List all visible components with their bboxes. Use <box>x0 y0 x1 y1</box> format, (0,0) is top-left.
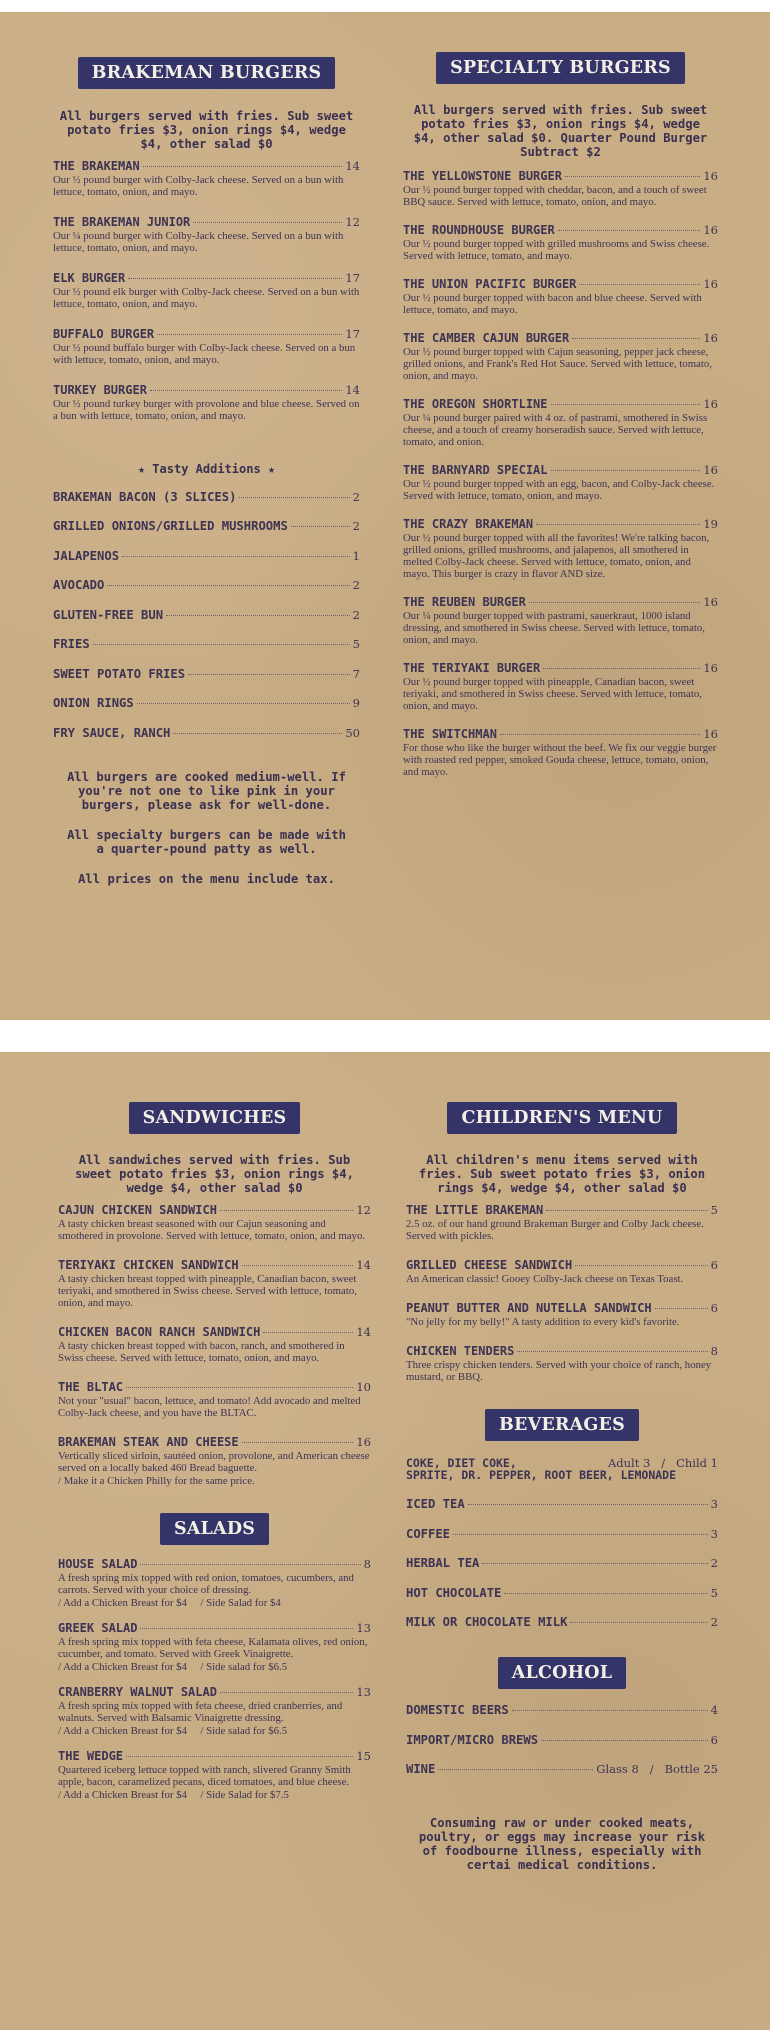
item-name: BRAKEMAN STEAK AND CHEESE <box>58 1435 239 1449</box>
section-note: All children's menu items served with fries. Sub sweet potato fries $3, onion rings $4, wedge $4, other salad $0 <box>418 1153 706 1195</box>
item-name: HERBAL TEA <box>406 1556 480 1570</box>
item-description: Our ½ pound burger topped with cheddar, bacon, and a touch of sweet BBQ sauce. Served with lettuce, tomato, onion, and mayo. <box>403 184 707 208</box>
soda-names-line-2: SPRITE, DR. PEPPER, ROOT BEER, LEMONADE <box>406 1468 677 1482</box>
menu-item <box>406 1203 718 1242</box>
item-name: AVOCADO <box>53 578 105 592</box>
menu-item <box>53 327 360 366</box>
item-price: 2 <box>352 607 360 622</box>
item-name: BRAKEMAN BACON (3 SLICES) <box>53 489 237 504</box>
item-name: ICED TEA <box>406 1497 465 1511</box>
item-name: BUFFALO BURGER <box>53 327 155 341</box>
item-name: CHICKEN BACON RANCH SANDWICH <box>58 1325 261 1339</box>
addition-item <box>53 490 360 504</box>
beverage-item <box>406 1586 718 1600</box>
item-price: 7 <box>352 666 360 681</box>
beverage-item <box>406 1527 718 1541</box>
item-extra: / Add a Chicken Breast for $4 / Side Salad for $4 <box>58 1597 281 1609</box>
item-description: Our ½ pound burger topped with pineapple, Canadian bacon, sweet teriyaki, and smothered in Swiss cheese. Served with lettuce, tomato, onion, and mayo. <box>403 676 702 712</box>
section-note: All burgers served with fries. Sub sweet potato fries $3, onion rings $4, wedge $4, other salad $0 <box>59 109 354 151</box>
item-price: 6 <box>710 1301 718 1315</box>
item-price: 16 <box>703 169 718 183</box>
item-extra: / Add a Chicken Breast for $4 / Side Salad for $7.5 <box>58 1789 289 1801</box>
item-name: THE OREGON SHORTLINE <box>403 397 548 411</box>
alcohol-item <box>406 1733 718 1747</box>
additions-list <box>53 490 360 740</box>
item-price: 5 <box>352 637 360 651</box>
item-name: THE BARNYARD SPECIAL <box>403 463 548 477</box>
item-name: WINE <box>406 1762 436 1776</box>
item-price: 12 <box>345 215 360 229</box>
section-title-sandwiches: SANDWICHES <box>129 1102 301 1134</box>
menu-item <box>58 1557 371 1609</box>
item-description: Our ¼ pound burger topped with pastrami, sauerkraut, 1000 island dressing, and smothered in Swiss cheese. Served with lettuce, tomato, onion, and mayo. <box>403 610 705 646</box>
item-name: ELK BURGER <box>53 271 126 285</box>
item-name: THE BLTAC <box>58 1380 124 1394</box>
menu-item <box>403 331 718 382</box>
item-description: Three crispy chicken tenders. Served with your choice of ranch, honey mustard, or BBQ. <box>406 1359 712 1383</box>
item-name: THE REUBEN BURGER <box>403 595 526 609</box>
item-name: THE CAMBER CAJUN BURGER <box>403 331 570 345</box>
beverages-list <box>406 1497 718 1629</box>
section-title-childrens-menu: CHILDREN'S MENU <box>447 1102 676 1134</box>
children-beverages-section <box>406 1102 718 1872</box>
menu-page-1 <box>0 12 770 1020</box>
item-price: 17 <box>345 327 360 341</box>
brakeman-burgers-section <box>53 57 360 886</box>
menu-item <box>403 727 718 778</box>
item-name: GRILLED CHEESE SANDWICH <box>406 1258 573 1272</box>
item-extra: / Add a Chicken Breast for $4 / Side salad for $6.5 <box>58 1725 288 1737</box>
item-name: THE BRAKEMAN <box>53 159 140 173</box>
addition-item <box>53 608 360 622</box>
item-price: 2 <box>352 578 360 592</box>
item-price: 14 <box>345 383 360 397</box>
section-title-beverages: BEVERAGES <box>485 1409 639 1441</box>
item-description: Vertically sliced sirloin, sautéed onion, provolone, and American cheese served on a locally baked 460 Bread baguette. <box>58 1450 370 1474</box>
item-name: CRANBERRY WALNUT SALAD <box>58 1685 217 1699</box>
menu-item <box>58 1380 371 1419</box>
item-name: FRIES <box>53 637 90 651</box>
item-description: "No jelly for my belly!" A tasty addition to every kid's favorite. <box>406 1316 680 1328</box>
item-price: 2 <box>710 1556 718 1570</box>
item-price: 10 <box>356 1380 371 1394</box>
menu-item <box>403 277 718 316</box>
addition-item <box>53 519 360 533</box>
section-note: All sandwiches served with fries. Sub sweet potato fries $3, onion rings $4, wedge $4, other salad $0 <box>75 1153 354 1195</box>
item-description: Our ½ pound burger topped with all the favorites! We're talking bacon, grilled onions, grilled mushrooms, and jalapenos, all smothered in melted Colby-Jack cheese. Served with lettuce, tomato, onion, and mayo. This burger is crazy in flavor AND size. <box>403 532 710 580</box>
menu-item <box>58 1621 371 1673</box>
item-extra: / Make it a Chicken Philly for the same price. <box>58 1475 255 1487</box>
item-description: Our ½ pound burger topped with bacon and blue cheese. Served with lettuce, tomato, and mayo. <box>403 292 702 316</box>
item-name: THE UNION PACIFIC BURGER <box>403 277 577 291</box>
item-price: 16 <box>703 595 718 609</box>
item-price: 16 <box>703 463 718 477</box>
item-price: 19 <box>703 517 718 531</box>
item-price: 8 <box>363 1557 371 1571</box>
beverage-item <box>406 1615 718 1629</box>
item-description: Quartered iceberg lettuce topped with ranch, slivered Granny Smith apple, bacon, caramelized pecans, diced tomatoes, and blue cheese. <box>58 1764 351 1788</box>
item-description: 2.5 oz. of our hand ground Brakeman Burger and Colby Jack cheese. Served with pickles. <box>406 1218 704 1242</box>
item-name: THE LITTLE BRAKEMAN <box>406 1203 544 1217</box>
item-name: JALAPENOS <box>53 548 120 563</box>
item-description: Our ¼ pound burger with Colby-Jack cheese. Served on a bun with lettuce, tomato, onion, and mayo. <box>53 230 344 254</box>
addition-item <box>53 549 360 563</box>
menu-item <box>403 463 718 502</box>
item-name: MILK OR CHOCOLATE MILK <box>406 1615 568 1629</box>
item-description: Our ½ pound burger topped with Cajun seasoning, pepper jack cheese, grilled onions, and Frank's Red Hot Sauce. Served with lettuce, tomato, onion, and mayo. <box>403 346 712 382</box>
menu-page-2 <box>0 1052 770 2030</box>
item-price: 14 <box>356 1325 371 1339</box>
item-price: 50 <box>345 725 360 740</box>
addition-item <box>53 637 360 651</box>
addition-item <box>53 726 360 740</box>
item-price: Glass 8 / Bottle 25 <box>596 1762 718 1776</box>
item-description: Not your "usual" bacon, lettuce, and tomato! Add avocado and melted Colby-Jack cheese, and you have the BLTAC. <box>58 1395 361 1419</box>
food-safety-warning: Consuming raw or under cooked meats, poultry, or eggs may increase your risk of foodbourne illness, especially with certai medical conditions. <box>418 1816 706 1872</box>
item-name: CAJUN CHICKEN SANDWICH <box>58 1203 217 1217</box>
menu-item <box>58 1258 371 1309</box>
alcohol-list <box>406 1703 718 1776</box>
tax-note: All prices on the menu include tax. <box>78 871 335 886</box>
item-price: 14 <box>356 1258 371 1272</box>
item-price: 2 <box>352 489 360 504</box>
item-price: 13 <box>356 1685 371 1699</box>
item-price: 3 <box>710 1526 718 1541</box>
addition-item <box>53 696 360 710</box>
item-price: 15 <box>356 1749 371 1763</box>
item-description: For those who like the burger without the beef. We fix our veggie burger with roasted red pepper, smoked Gouda cheese, lettuce, tomato, onion, and mayo. <box>403 742 717 778</box>
item-price: 13 <box>356 1621 371 1635</box>
item-name: THE TERIYAKI BURGER <box>403 661 541 675</box>
item-price: 14 <box>345 159 360 173</box>
item-name: ONION RINGS <box>53 696 134 710</box>
item-price: 2 <box>710 1615 718 1629</box>
item-name: THE BRAKEMAN JUNIOR <box>53 215 191 229</box>
item-name: HOT CHOCOLATE <box>406 1585 502 1600</box>
item-name: HOUSE SALAD <box>58 1557 138 1571</box>
tasty-additions-heading: ★ Tasty Additions ★ <box>137 462 276 476</box>
quarter-pound-note: All specialty burgers can be made with a quarter-pound patty as well. <box>67 827 346 856</box>
alcohol-item <box>406 1762 718 1776</box>
item-price: 12 <box>356 1203 371 1217</box>
item-name: THE CRAZY BRAKEMAN <box>403 517 534 531</box>
item-name: COFFEE <box>406 1526 451 1541</box>
item-name: TURKEY BURGER <box>53 383 147 397</box>
section-note: All burgers served with fries. Sub sweet potato fries $3, onion rings $4, wedge $4, other salad $0. Quarter Pound Burger Subtract $2 <box>413 103 708 159</box>
item-description: A fresh spring mix topped with feta cheese, Kalamata olives, red onion, cucumber, and tomato. Served with Greek Vinaigrette. <box>58 1636 368 1660</box>
item-price: 9 <box>352 696 360 710</box>
beverage-item <box>406 1556 718 1570</box>
item-name: THE WEDGE <box>58 1749 124 1763</box>
item-description: Our ½ pound turkey burger with provolone and blue cheese. Served on a bun with lettuce, tomato, onion, and mayo. <box>53 398 360 422</box>
item-description: A tasty chicken breast topped with pineapple, Canadian bacon, sweet teriyaki, and smothered in Swiss cheese. Served with lettuce, tomato, onion, and mayo. <box>58 1273 357 1309</box>
soda-item <box>406 1457 718 1481</box>
item-description: An American classic! Gooey Colby-Jack cheese on Texas Toast. <box>406 1273 684 1285</box>
item-description: Our ½ pound burger topped with an egg, bacon, and Colby-Jack cheese. Served with lettuce, tomato, onion, and mayo. <box>403 478 715 502</box>
menu-item <box>403 595 718 646</box>
beverage-item <box>406 1497 718 1511</box>
item-price: 16 <box>356 1435 371 1449</box>
menu-item <box>406 1258 718 1285</box>
item-price: 16 <box>703 277 718 291</box>
item-description: A tasty chicken breast topped with bacon, ranch, and smothered in Swiss cheese. Served with lettuce, tomato, onion, and mayo. <box>58 1340 345 1364</box>
item-price: 16 <box>703 727 718 741</box>
menu-item <box>58 1749 371 1801</box>
item-price: 6 <box>710 1732 718 1747</box>
item-price: 16 <box>703 223 718 237</box>
item-price: 1 <box>352 548 360 563</box>
alcohol-item <box>406 1703 718 1717</box>
item-price: 16 <box>703 331 718 345</box>
item-description: A fresh spring mix topped with feta cheese, dried cranberries, and walnuts. Served with Balsamic Vinaigrette dressing. <box>58 1700 343 1724</box>
item-price: 16 <box>703 661 718 675</box>
item-description: Our ½ pound buffalo burger with Colby-Jack cheese. Served on a bun with lettuce, tomato, onion, and mayo. <box>53 342 356 366</box>
item-description: A tasty chicken breast seasoned with our Cajun seasoning and smothered in provolone. Served with lettuce, tomato, onion, and mayo. <box>58 1218 366 1242</box>
item-price: 6 <box>710 1258 718 1272</box>
item-name: SWEET POTATO FRIES <box>53 666 186 681</box>
menu-item <box>58 1685 371 1737</box>
addition-item <box>53 667 360 681</box>
item-description: Our ½ pound elk burger with Colby-Jack cheese. Served on a bun with lettuce, tomato, onion, and mayo. <box>53 286 360 310</box>
item-price: 5 <box>710 1585 718 1600</box>
item-description: Our ¼ pound burger paired with 4 oz. of pastrami, smothered in Swiss cheese, and a touch of creamy horseradish sauce. Served with lettuce, tomato, and onion. <box>403 412 708 448</box>
item-name: THE SWITCHMAN <box>403 727 497 741</box>
menu-item <box>53 159 360 198</box>
section-title-specialty-burgers: SPECIALTY BURGERS <box>436 52 685 84</box>
item-name: FRY SAUCE, RANCH <box>53 725 171 740</box>
soda-names-line-1: COKE, DIET COKE, <box>406 1456 517 1470</box>
item-description: A fresh spring mix topped with red onion, tomatoes, cucumbers, and carrots. Served with your choice of dressing. <box>58 1572 354 1596</box>
menu-item <box>53 383 360 422</box>
item-name: PEANUT BUTTER AND NUTELLA SANDWICH <box>406 1301 652 1315</box>
item-price: 8 <box>710 1344 718 1358</box>
item-extra: / Add a Chicken Breast for $4 / Side salad for $6.5 <box>58 1661 288 1673</box>
menu-item <box>403 661 718 712</box>
menu-item <box>53 271 360 310</box>
soda-price: Adult 3 / Child 1 <box>607 1456 718 1470</box>
item-price: 17 <box>345 271 360 285</box>
menu-item <box>58 1203 371 1242</box>
item-price: 5 <box>710 1203 718 1217</box>
item-name: GRILLED ONIONS/GRILLED MUSHROOMS <box>53 519 288 533</box>
menu-item <box>58 1435 371 1487</box>
section-title-brakeman-burgers: BRAKEMAN BURGERS <box>78 57 336 89</box>
menu-item <box>406 1301 718 1328</box>
menu-item <box>403 517 718 580</box>
menu-item <box>53 215 360 254</box>
item-price: 4 <box>710 1703 718 1717</box>
item-name: GLUTEN-FREE BUN <box>53 607 164 622</box>
menu-item <box>406 1344 718 1383</box>
item-price: 3 <box>710 1497 718 1511</box>
section-title-alcohol: ALCOHOL <box>498 1657 627 1689</box>
item-name: THE ROUNDHOUSE BURGER <box>403 223 555 237</box>
menu-item <box>403 223 718 262</box>
menu-item <box>403 397 718 448</box>
item-name: IMPORT/MICRO BREWS <box>406 1732 539 1747</box>
item-description: Our ½ pound burger with Colby-Jack cheese. Served on a bun with lettuce, tomato, onion, and mayo. <box>53 174 344 198</box>
item-name: CHICKEN TENDERS <box>406 1344 515 1358</box>
item-name: GREEK SALAD <box>58 1621 138 1635</box>
sandwiches-salads-section <box>58 1102 371 1801</box>
menu-item <box>403 169 718 208</box>
menu-item <box>58 1325 371 1364</box>
specialty-burgers-section <box>403 52 718 778</box>
item-price: 16 <box>703 397 718 411</box>
addition-item <box>53 578 360 592</box>
item-name: TERIYAKI CHICKEN SANDWICH <box>58 1258 239 1272</box>
item-description: Our ½ pound burger topped with grilled mushrooms and Swiss cheese. Served with lettuce, tomato, and mayo. <box>403 238 710 262</box>
item-name: DOMESTIC BEERS <box>406 1703 509 1717</box>
item-name: THE YELLOWSTONE BURGER <box>403 169 562 183</box>
item-price: 2 <box>352 519 360 533</box>
cooking-note: All burgers are cooked medium-well. If you're not one to like pink in your burgers, please ask for well-done. <box>67 769 346 812</box>
section-title-salads: SALADS <box>160 1513 269 1545</box>
